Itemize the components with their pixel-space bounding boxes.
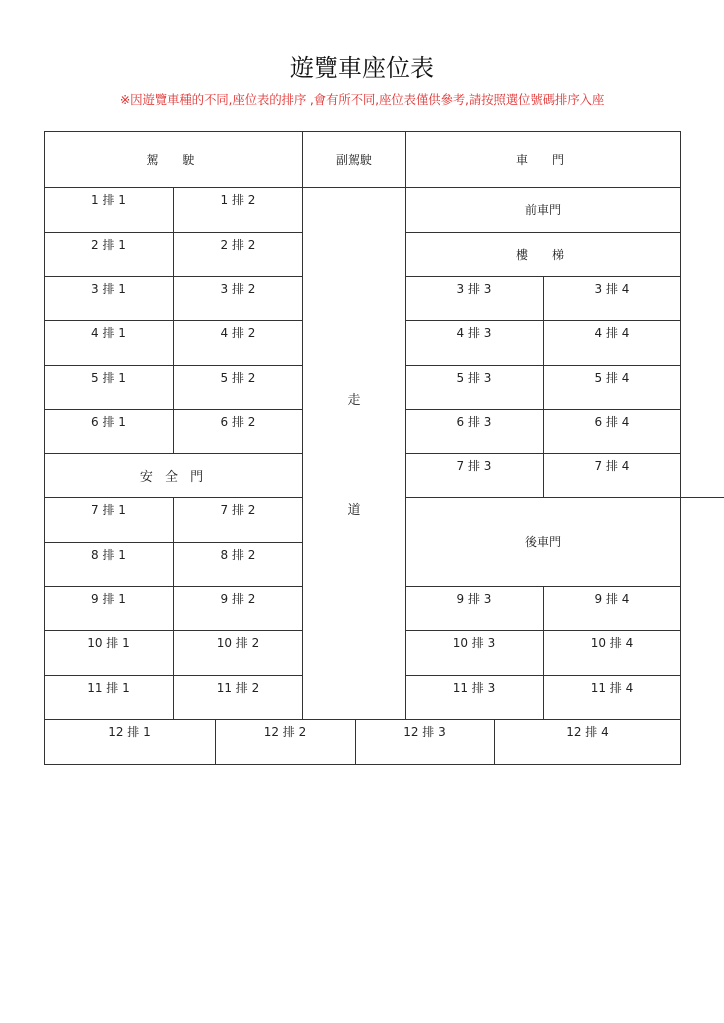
- seat-6-2[interactable]: 6 排 2: [220, 415, 256, 429]
- seat-12-4[interactable]: 12 排 4: [566, 725, 609, 739]
- aisle-label-1: 走: [347, 392, 361, 408]
- seat-5-4[interactable]: 5 排 4: [594, 371, 630, 385]
- seat-2-2[interactable]: 2 排 2: [220, 238, 256, 252]
- seat-9-1[interactable]: 9 排 1: [91, 592, 126, 606]
- seat-3-4[interactable]: 3 排 4: [594, 282, 630, 296]
- co-driver-label: 副駕駛: [335, 152, 372, 167]
- seat-4-4[interactable]: 4 排 4: [594, 326, 630, 340]
- seat-4-1[interactable]: 4 排 1: [91, 326, 126, 340]
- seat-4-3[interactable]: 4 排 3: [456, 326, 492, 340]
- seat-11-3[interactable]: 11 排 3: [452, 681, 496, 695]
- seat-6-1[interactable]: 6 排 1: [91, 415, 126, 429]
- seat-10-2[interactable]: 10 排 2: [216, 636, 260, 650]
- seat-4-2[interactable]: 4 排 2: [220, 326, 256, 340]
- seat-7-2[interactable]: 7 排 2: [220, 503, 256, 517]
- notice-text: ※因遊覽車種的不同,座位表的排序 ,會有所不同,座位表僅供參考,請按照選位號碼排序入座: [119, 92, 605, 107]
- front-door-label: 前車門: [524, 203, 561, 217]
- seat-1-2[interactable]: 1 排 2: [220, 193, 256, 207]
- seat-9-2[interactable]: 9 排 2: [220, 592, 256, 606]
- seat-12-2[interactable]: 12 排 2: [263, 725, 307, 739]
- stairs-label: 樓 梯: [515, 247, 570, 262]
- safety-door-label: 安 全 門: [139, 469, 208, 485]
- grid-line: [44, 764, 681, 765]
- seat-10-4[interactable]: 10 排 4: [590, 636, 634, 650]
- seat-7-3[interactable]: 7 排 3: [456, 459, 492, 473]
- page-title: 遊覽車座位表: [290, 54, 434, 82]
- seat-5-2[interactable]: 5 排 2: [220, 371, 256, 385]
- seat-5-1[interactable]: 5 排 1: [91, 371, 126, 385]
- seat-10-1[interactable]: 10 排 1: [87, 636, 130, 650]
- seat-1-1[interactable]: 1 排 1: [91, 193, 126, 207]
- seat-11-4[interactable]: 11 排 4: [590, 681, 634, 695]
- driver-label: 駕 駛: [146, 152, 201, 167]
- seat-7-1[interactable]: 7 排 1: [91, 503, 126, 517]
- seat-11-2[interactable]: 11 排 2: [216, 681, 260, 695]
- seat-6-4[interactable]: 6 排 4: [594, 415, 630, 429]
- rear-door-label: 後車門: [524, 535, 561, 549]
- seat-2-1[interactable]: 2 排 1: [91, 238, 126, 252]
- seat-9-3[interactable]: 9 排 3: [456, 592, 492, 606]
- seat-3-1[interactable]: 3 排 1: [91, 282, 126, 296]
- seat-12-1[interactable]: 12 排 1: [108, 725, 151, 739]
- seat-12-3[interactable]: 12 排 3: [403, 725, 446, 739]
- seat-11-1[interactable]: 11 排 1: [87, 681, 130, 695]
- seat-5-3[interactable]: 5 排 3: [456, 371, 492, 385]
- seat-6-3[interactable]: 6 排 3: [456, 415, 492, 429]
- seat-10-3[interactable]: 10 排 3: [452, 636, 496, 650]
- seat-9-4[interactable]: 9 排 4: [594, 592, 630, 606]
- seat-3-2[interactable]: 3 排 2: [220, 282, 256, 296]
- seat-8-2[interactable]: 8 排 2: [220, 548, 256, 562]
- door-label: 車 門: [515, 152, 570, 167]
- aisle-label-2: 道: [347, 502, 361, 518]
- seat-8-1[interactable]: 8 排 1: [91, 548, 126, 562]
- seat-7-4[interactable]: 7 排 4: [594, 459, 630, 473]
- seat-3-3[interactable]: 3 排 3: [456, 282, 492, 296]
